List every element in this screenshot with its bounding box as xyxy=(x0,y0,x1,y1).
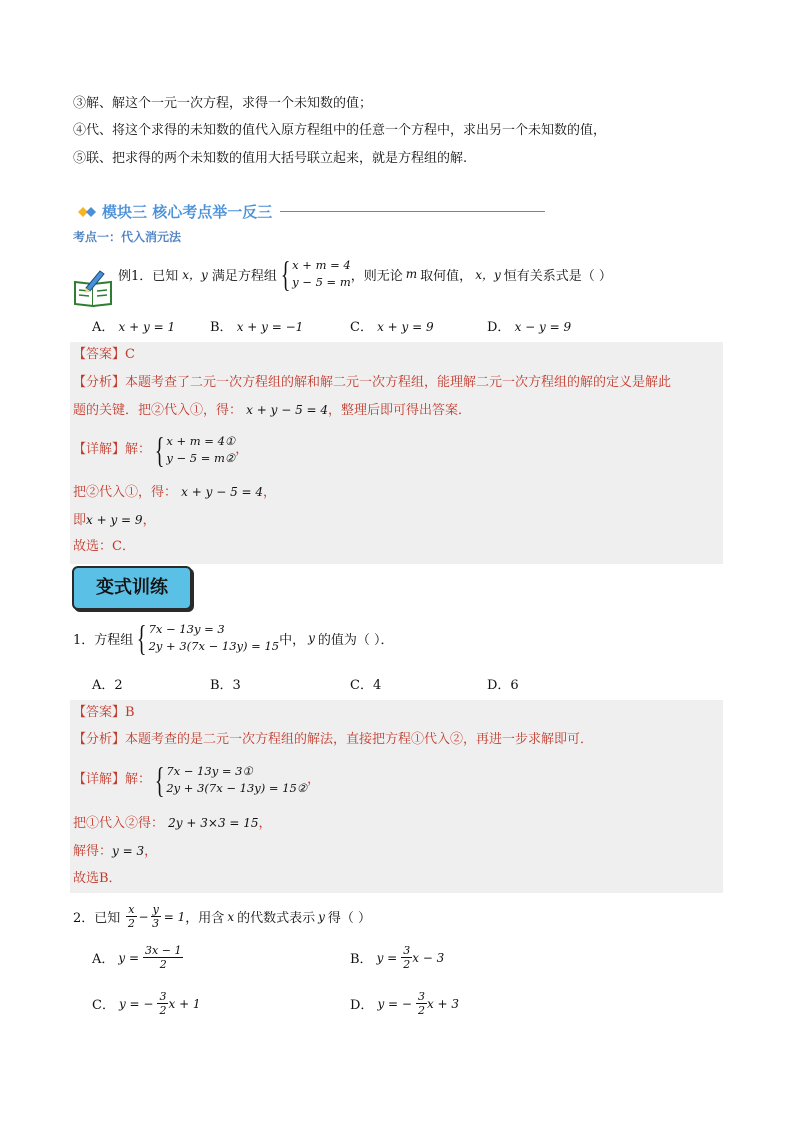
q1-option-a: A．2 xyxy=(92,678,123,693)
q1-substitute: 把①代入②得： 2y + 3×3 = 15， xyxy=(73,816,272,831)
example1-detail-eq2: y − 5 = m② xyxy=(166,451,236,465)
q1-option-d: D．6 xyxy=(487,678,519,693)
example1-guxuan: 故选：C． xyxy=(73,539,135,554)
step-4: ④代、将这个求得的未知数的值代入原方程组中的任意一个方程中，求出另一个未知数的值， xyxy=(73,123,607,138)
example1-vars: x，y xyxy=(182,267,208,282)
step-5: ⑤联、把求得的两个未知数的值用大括号联立起来，就是方程组的解. xyxy=(73,151,468,166)
example1-question xyxy=(118,256,612,292)
q1-detail: 【详解】 解： { 7x − 13y = 3① 2y + 3(7x − 13y) = 15② ， xyxy=(73,760,321,800)
example1-analysis-line1: 【分析】本题考查了二元一次方程组的解和解二元一次方程组，能理解二元一次方程组的解的定义是解此 xyxy=(73,375,672,390)
example1-ji: 即x + y = 9， xyxy=(73,513,156,528)
module-rule xyxy=(280,211,545,212)
q2-option-b: B． y = $\frac{3}{2}$ x − 3 xyxy=(350,944,445,971)
double-chevron-icon xyxy=(76,205,98,219)
example1-eq1: x + m = 4 xyxy=(292,258,351,272)
book-pencil-icon xyxy=(72,268,116,308)
example1-suffix3: 恒有关系式是（ ） xyxy=(503,268,612,284)
kaodian-title: 考点一：代入消元法 xyxy=(73,230,182,244)
example1-option-c: C． x + y = 9 xyxy=(350,320,434,335)
example1-system xyxy=(277,256,351,292)
example1-analysis-line2: 题的关键．把②代入①，得： x + y − 5 = 4，整理后即可得出答案． xyxy=(73,403,472,418)
q2-option-d: D． y = − $\frac{3}{2}$ x + 3 xyxy=(350,990,460,1017)
example1-mid: 满足方程组 xyxy=(211,268,277,284)
q1-option-b: B．3 xyxy=(210,678,241,693)
module-header xyxy=(76,201,545,222)
example1-suffix1: ，则无论 xyxy=(350,268,403,284)
q1-answer: 【答案】B xyxy=(73,705,135,720)
step-3: ③解、解这个一元一次方程，求得一个未知数的值； xyxy=(73,96,373,111)
q2-question: 2．已知 $\frac{x}{2}$ − $\frac{y}{3}$ = 1 ，用含 x 的代数式表示 y 得（ ） xyxy=(73,903,372,930)
q2-option-c: C． y = − $\frac{3}{2}$ x + 1 xyxy=(92,990,201,1017)
bianshi-badge: 变式训练 xyxy=(72,566,192,610)
left-brace: { xyxy=(280,254,291,294)
q1-analysis: 【分析】本题考查的是二元一次方程组的解法，直接把方程①代入②，再进一步求解即可． xyxy=(73,732,594,747)
example1-answer: 【答案】C xyxy=(73,347,135,362)
example1-option-b: B． x + y = −1 xyxy=(210,320,304,335)
example1-prefix: 例1．已知 xyxy=(118,268,179,284)
example1-eq2: y − 5 = m xyxy=(292,275,351,289)
q1-detail-eq1: 7x − 13y = 3① xyxy=(166,764,253,778)
example1-substitute: 把②代入①，得： x + y − 5 = 4， xyxy=(73,485,277,500)
q1-eq1: 7x − 13y = 3 xyxy=(148,622,225,636)
example1-suffix2: 取何值， xyxy=(420,268,473,284)
example1-option-d: D． x − y = 9 xyxy=(487,320,572,335)
example1-m: m xyxy=(405,267,418,281)
example1-option-a: A． x + y = 1 xyxy=(92,320,176,335)
q1-jie: 解得：y = 3， xyxy=(73,844,158,859)
q1-option-c: C．4 xyxy=(350,678,382,693)
q1-eq2: 2y + 3(7x − 13y) = 15 xyxy=(148,639,280,653)
q2-option-a: A． y = $\frac{3x - 1}{2}$ xyxy=(92,944,182,971)
example1-detail: 【详解】 解： { x + m = 4① y − 5 = m② ， xyxy=(73,430,249,470)
q1-guxuan: 故选B． xyxy=(73,871,122,886)
q1-detail-eq2: 2y + 3(7x − 13y) = 15② xyxy=(166,781,308,795)
module-title: 模块三 核心考点举一反三 xyxy=(102,203,273,221)
q1-question: 1．方程组 { 7x − 13y = 3 2y + 3(7x − 13y) = 15 中， y 的值为（ ）． xyxy=(73,618,394,658)
example1-vars2: x，y xyxy=(475,267,501,282)
example1-detail-eq1: x + m = 4① xyxy=(166,434,236,448)
